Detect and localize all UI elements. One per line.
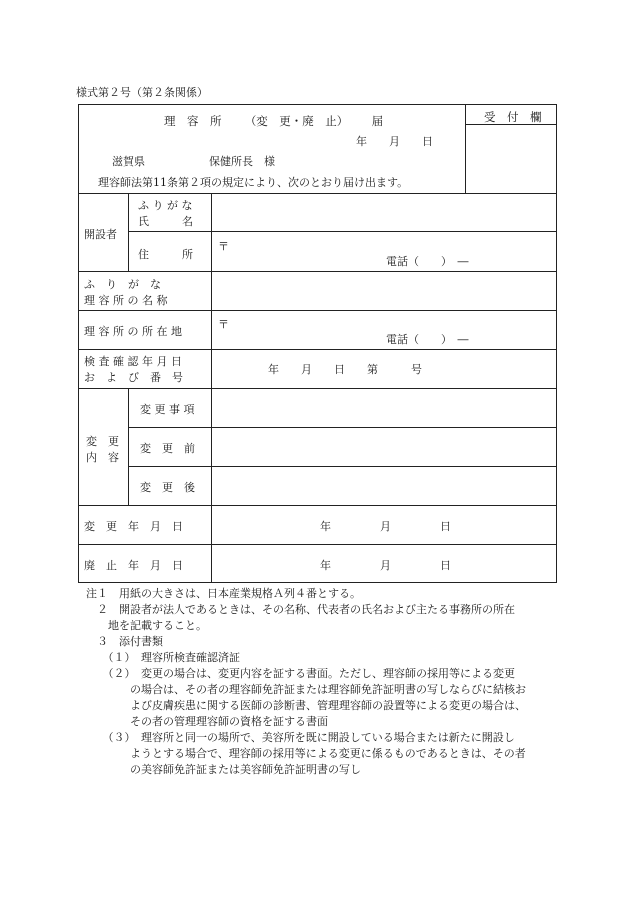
submission-date: 年 月 日 — [356, 135, 433, 148]
change-date-day: 日 — [440, 520, 451, 533]
inspection-value: 年 月 日 第 号 — [268, 363, 422, 376]
inspection-label-line2: お よ び 番 号 — [84, 371, 183, 384]
change-label-line2: 内 容 — [86, 451, 119, 464]
addressee-pref: 滋賀県 — [112, 155, 145, 168]
title-kind: （変 更・廃 止） — [244, 114, 349, 128]
note-line: （１） 理容所検査確認済証 — [86, 651, 240, 664]
change-before-label: 変 更 前 — [140, 442, 195, 455]
change-date-year: 年 — [320, 520, 331, 533]
founder-furigana-label: ふ り が な — [138, 199, 193, 212]
note-line: （２） 変更の場合は、変更内容を証する書面。ただし、理容師の採用等による変更 — [86, 667, 515, 680]
shop-name-label: 理 容 所 の 名 称 — [84, 294, 168, 307]
change-after-label: 変 更 後 — [140, 481, 195, 494]
title-word: 理 容 所 — [164, 114, 222, 128]
note-line: ようとする場合で、理容師の採用等による変更に係るものであるときは、その者 — [86, 747, 526, 760]
note-line: ３ 添付書類 — [86, 635, 163, 648]
note-line: 注１ 用紙の大きさは、日本産業規格Ａ列４番とする。 — [86, 587, 361, 600]
change-date-label: 変 更 年 月 日 — [84, 520, 183, 533]
shop-location-label: 理 容 所 の 所 在 地 — [84, 325, 182, 338]
abolish-date-label: 廃 止 年 月 日 — [84, 559, 183, 572]
shop-postal-mark: 〒 — [218, 318, 229, 331]
reception-label: 受 付 欄 — [484, 110, 542, 124]
notes — [86, 586, 566, 778]
founder-postal-mark: 〒 — [218, 240, 229, 253]
abolish-date-day: 日 — [440, 559, 451, 572]
abolish-date-month: 月 — [380, 559, 391, 572]
note-line: よび皮膚疾患に関する医師の診断書、管理理容師の設置等による変更の場合は、 — [86, 699, 526, 712]
note-line: の美容師免許証または美容師免許証明書の写し — [86, 763, 361, 776]
addressee-office: 保健所長 様 — [209, 155, 275, 168]
change-label-line1: 変 更 — [86, 435, 119, 448]
shop-tel: 電話（ ） ― — [386, 333, 469, 346]
form-number: 様式第２号（第２条関係） — [76, 86, 208, 99]
note-line: （３） 理容所と同一の場所で、美容所を既に開設している場合または新たに開設し — [86, 731, 515, 744]
change-item-label: 変 更 事 項 — [140, 403, 195, 416]
statement: 理容師法第11条第２項の規定により、次のとおり届け出ます。 — [98, 176, 409, 189]
change-date-month: 月 — [380, 520, 391, 533]
abolish-date-year: 年 — [320, 559, 331, 572]
note-line: その者の管理理容師の資格を証する書面 — [86, 715, 328, 728]
founder-name-label: 氏 名 — [138, 215, 193, 228]
founder-label: 開設者 — [84, 228, 117, 241]
note-line: の場合は、その者の理容師免許証または理容師免許証明書の写しならびに結核お — [86, 683, 526, 696]
founder-tel: 電話（ ） ― — [386, 255, 469, 268]
shop-furigana-label: ふ り が な — [84, 278, 161, 291]
note-line: ２ 開設者が法人であるときは、その名称、代表者の氏名および主たる事務所の所在 — [86, 603, 515, 616]
form-title — [164, 113, 383, 129]
founder-address-label: 住 所 — [138, 248, 193, 261]
title-suffix: 届 — [371, 114, 384, 128]
note-line: 地を記載すること。 — [86, 619, 207, 632]
inspection-label-line1: 検 査 確 認 年 月 日 — [84, 355, 182, 368]
